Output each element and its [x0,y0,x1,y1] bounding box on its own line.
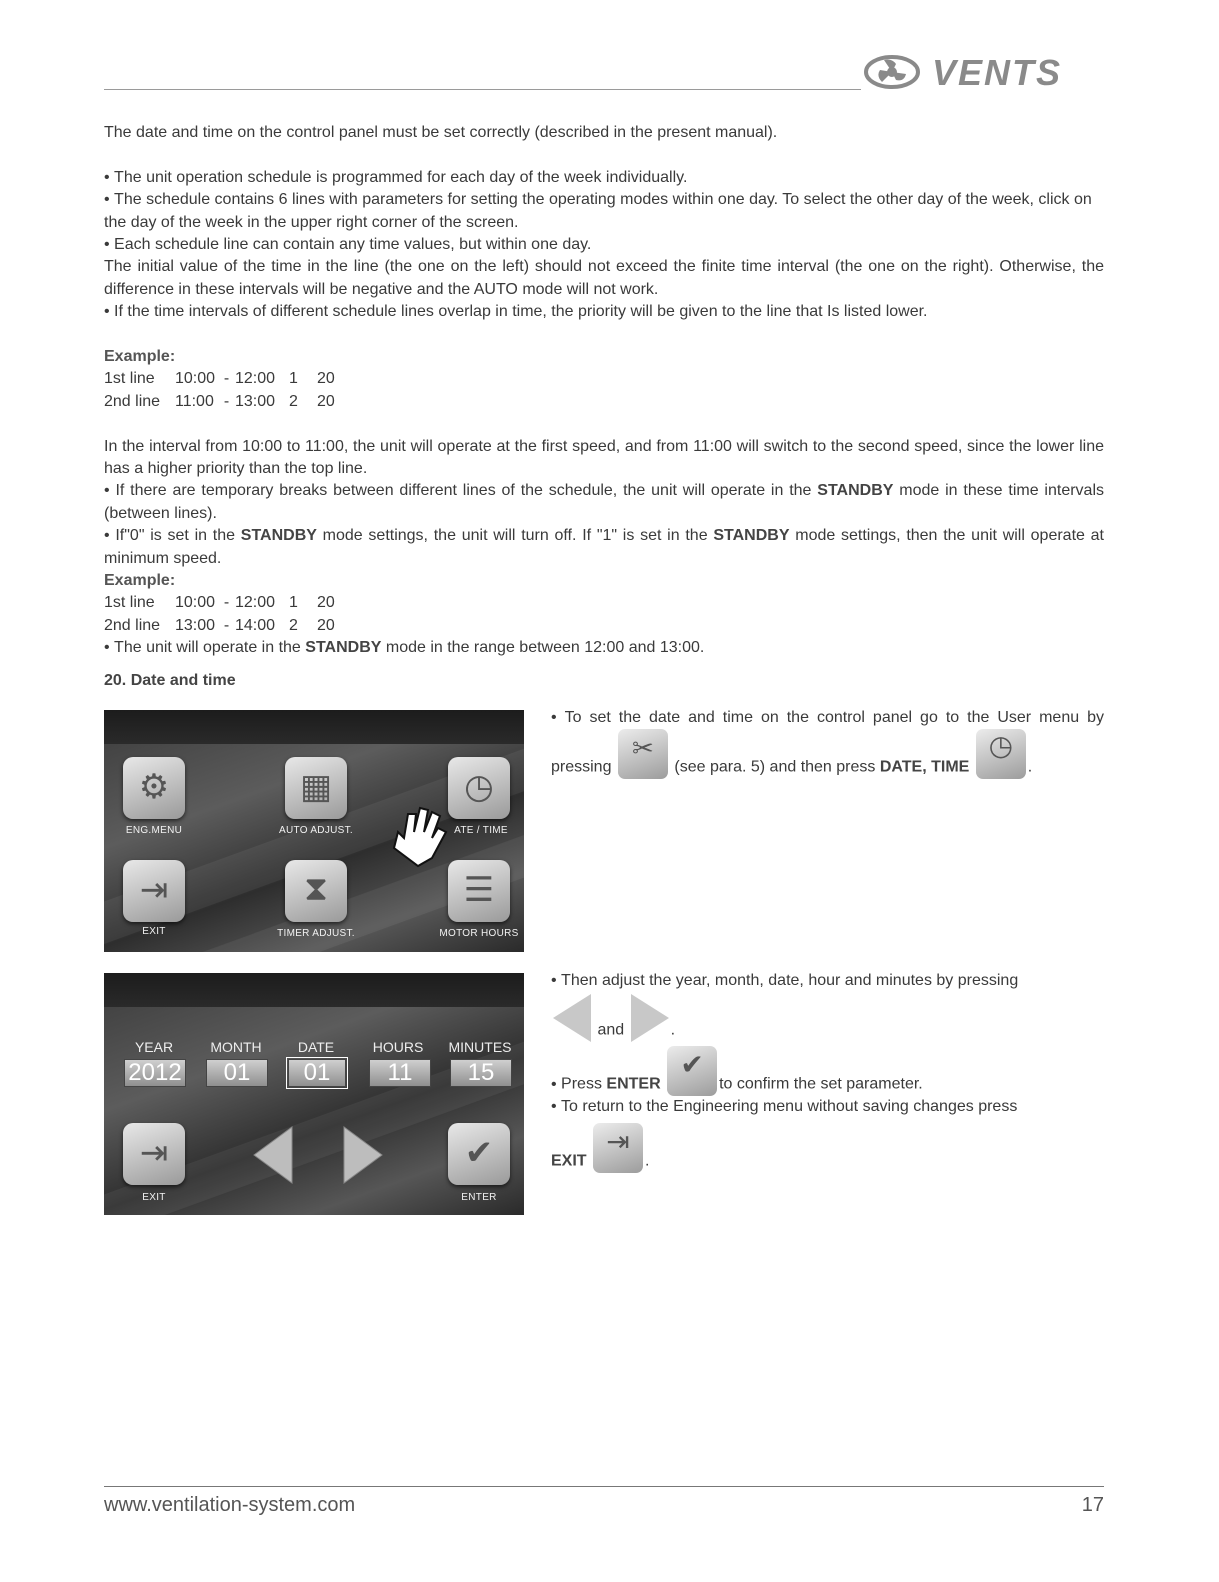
date-time-setting-screen [104,973,524,1215]
eng-menu-tile[interactable] [123,757,185,819]
enter-button-label: ENTER [461,1192,497,1203]
eng-menu-label: ENG.MENU [125,825,183,836]
fan-logo-icon [862,52,922,92]
page-number: 17 [1081,1494,1104,1516]
door-exit-icon: ⇥ [593,1123,643,1173]
example1-heading: Example: [104,348,176,366]
bullet-schedule-per-day: • The unit operation schedule is programmed for each day of the week individually. [104,167,1104,189]
vents-logo [862,52,1107,92]
initial-value-paragraph: The initial value of the time in the line (the one on the left) should not exceed the finite time interval (the one on the right). Otherwise, the difference in these intervals will be negative and the AUTO mode will not work. [104,258,1104,298]
left-arrow-button[interactable] [250,1125,296,1185]
month-label: MONTH [210,1039,262,1055]
date-time-label: ATE / TIME [454,825,508,836]
exit-tile[interactable] [123,860,185,922]
clock-icon: ◷ [464,768,494,806]
motor-hours-label: MOTOR HOURS [439,928,519,939]
header-rule [104,89,861,90]
enter-button[interactable] [448,1123,510,1185]
left-arrow-icon [553,994,591,1042]
footer-rule [104,1486,1104,1487]
instructions-date-time: • To set the date and time on the control panel go to the User menu by pressing ✂ (see para. 5) and then press DATE, TIME ◷ . [551,707,1104,779]
intro-paragraph: The date and time on the control panel must be set correctly (described in the present manual). [104,124,778,141]
minutes-label: MINUTES [448,1039,512,1055]
exit-label: EXIT [142,926,166,937]
tools-icon: ✂ [618,729,668,779]
auto-adjust-tile[interactable] [285,757,347,819]
section-title: 20. Date and time [104,672,236,689]
body-text [104,122,1104,660]
motor-hours-tile[interactable] [448,860,510,922]
example1-row: 2nd line 11:00 - 13:00 2 20 [104,392,335,410]
timer-adjust-label: TIMER ADJUST. [277,928,355,939]
footer-url: www.ventilation-system.com [104,1494,356,1516]
timer-adjust-tile[interactable] [285,860,347,922]
year-field[interactable]: 2012 [124,1059,186,1087]
hours-label: HOURS [372,1039,424,1055]
bullet-breaks: • If there are temporary breaks between different lines of the schedule, the unit will operate in the STANDBY mode in these time intervals (between lines). [104,480,1104,525]
exit-button[interactable] [123,1123,185,1185]
right-arrow-icon [631,994,669,1042]
hourglass-icon: ⧗ [304,870,328,908]
adjust-line: • Then adjust the year, month, date, hour and minutes by pressing [551,970,1104,992]
auto-adjust-label: AUTO ADJUST. [279,825,353,836]
instructions-adjust [551,970,1104,1173]
document-icon: ☰ [463,871,495,909]
date-field[interactable]: 01 [288,1059,346,1087]
door-exit-icon: ⇥ [139,871,169,909]
gears-icon: ⚙ [138,768,170,806]
example1-row: 1st line 10:00 - 12:00 1 20 [104,370,335,388]
example2-row: 2nd line 13:00 - 14:00 2 20 [104,616,335,634]
pointing-hand-icon [388,802,458,874]
bullet-standby-range: • The unit will operate in the STANDBY mode in the range between 12:00 and 13:00. [104,637,1104,659]
right-arrow-button[interactable] [340,1125,386,1185]
date-label: DATE [297,1039,335,1055]
interval-paragraph: In the interval from 10:00 to 11:00, the unit will operate at the first speed, and from 11:00 will switch to the second speed, since the lower line has a higher priority than the top line. [104,437,1104,478]
checkmark-icon: ✔ [667,1046,717,1096]
example2-row: 1st line 10:00 - 12:00 1 20 [104,594,335,612]
bullet-time-values: • Each schedule line can contain any time values, but within one day. [104,234,1104,256]
control-panel-menu-screen [104,710,524,952]
calendar-icon: ▦ [299,768,333,806]
bullet-standby-settings: • If"0" is set in the STANDBY mode settings, the unit will turn off. If "1" is set in the STANDBY mode settings, then the unit will operate at minimum speed. [104,525,1104,570]
return-line: • To return to the Engineering menu without saving changes press [551,1096,1104,1118]
clock-icon: ◷ [976,729,1026,779]
checkmark-icon: ✔ [464,1134,494,1172]
bullet-schedule-lines: • The schedule contains 6 lines with parameters for setting the operating modes within one day. To select the other day of the week, click on the day of the week in the upper right corner of the screen. [104,189,1104,234]
exit-button-label: EXIT [142,1192,166,1203]
exit-line: EXIT ⇥ . [551,1123,1104,1173]
enter-line: • Press ENTER ✔ to confirm the set parameter. [551,1046,1104,1096]
minutes-field[interactable]: 15 [450,1059,512,1087]
arrow-icons-line: and . [551,994,1104,1042]
month-field[interactable]: 01 [206,1059,268,1087]
bullet-overlap: • If the time intervals of different schedule lines overlap in time, the priority will be given to the line that Is listed lower. [104,301,1104,323]
hours-field[interactable]: 11 [369,1059,431,1087]
example2-heading: Example: [104,572,176,590]
brand-name: VENTS [932,52,1063,93]
door-exit-icon: ⇥ [139,1134,169,1172]
year-label: YEAR [134,1039,174,1055]
